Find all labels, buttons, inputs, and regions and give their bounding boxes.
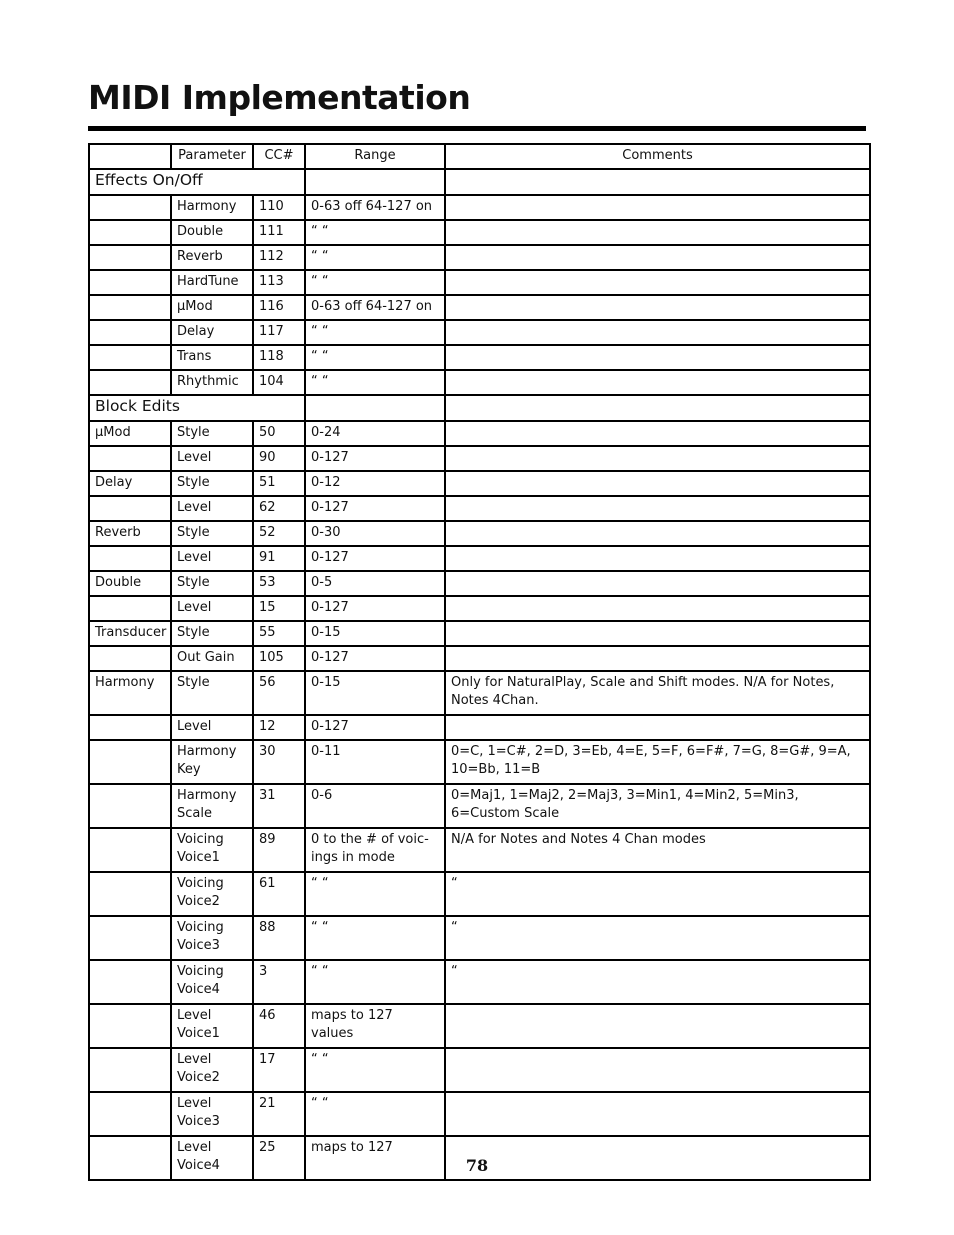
parameter-cell: Harmony [171, 195, 253, 220]
table-row [89, 521, 870, 546]
table-row [89, 571, 870, 596]
range-cell: 0 to the # of voic-ings in mode [305, 828, 445, 872]
header-block [89, 144, 171, 169]
range-cell: 0-127 [305, 496, 445, 521]
cc-cell: 90 [253, 446, 305, 471]
parameter-cell: Style [171, 671, 253, 715]
parameter-cell: Level [171, 546, 253, 571]
parameter-cell: µMod [171, 295, 253, 320]
block-cell: µMod [89, 421, 171, 446]
range-cell: 0-127 [305, 715, 445, 740]
comments-cell [445, 220, 870, 245]
parameter-cell: Level Voice2 [171, 1048, 253, 1092]
block-cell [89, 960, 171, 1004]
parameter-cell: Out Gain [171, 646, 253, 671]
block-cell [89, 245, 171, 270]
range-cell: 0-6 [305, 784, 445, 828]
cc-cell: 15 [253, 596, 305, 621]
parameter-cell: Voicing Voice4 [171, 960, 253, 1004]
block-cell [89, 496, 171, 521]
table-row [89, 1092, 870, 1136]
header-range: Range [305, 144, 445, 169]
table-row [89, 546, 870, 571]
comments-cell [445, 496, 870, 521]
cc-cell: 61 [253, 872, 305, 916]
table-row [89, 916, 870, 960]
parameter-cell: Voicing Voice1 [171, 828, 253, 872]
cc-cell: 111 [253, 220, 305, 245]
cc-cell: 50 [253, 421, 305, 446]
table-row [89, 471, 870, 496]
cc-cell: 116 [253, 295, 305, 320]
cc-cell: 31 [253, 784, 305, 828]
comments-cell [445, 471, 870, 496]
block-cell [89, 370, 171, 395]
table-row [89, 421, 870, 446]
page-title: MIDI Implementation [88, 78, 471, 117]
range-cell: 0-63 off 64-127 on [305, 295, 445, 320]
cc-cell: 112 [253, 245, 305, 270]
table-row [89, 596, 870, 621]
parameter-cell: Style [171, 471, 253, 496]
comments-cell: Only for NaturalPlay, Scale and Shift modes. N/A for Notes, Notes 4Chan. [445, 671, 870, 715]
cc-cell: 3 [253, 960, 305, 1004]
parameter-cell: Voicing Voice2 [171, 872, 253, 916]
range-cell: 0-30 [305, 521, 445, 546]
block-cell [89, 295, 171, 320]
block-cell [89, 320, 171, 345]
cc-cell: 88 [253, 916, 305, 960]
table-row [89, 370, 870, 395]
block-cell: Delay [89, 471, 171, 496]
comments-cell [445, 621, 870, 646]
table-row [89, 872, 870, 916]
table-row [89, 446, 870, 471]
table-row [89, 220, 870, 245]
cc-cell: 113 [253, 270, 305, 295]
cc-cell: 110 [253, 195, 305, 220]
table-row [89, 671, 870, 715]
range-cell: “ “ [305, 220, 445, 245]
comments-cell: N/A for Notes and Notes 4 Chan modes [445, 828, 870, 872]
header-cc: CC# [253, 144, 305, 169]
comments-cell [445, 270, 870, 295]
comments-cell [445, 370, 870, 395]
table-body [89, 169, 870, 1180]
block-cell [89, 446, 171, 471]
block-cell: Reverb [89, 521, 171, 546]
comments-cell [445, 546, 870, 571]
range-cell: 0-15 [305, 671, 445, 715]
range-cell: 0-12 [305, 471, 445, 496]
comments-cell [445, 1092, 870, 1136]
parameter-cell: Trans [171, 345, 253, 370]
parameter-cell: Level [171, 496, 253, 521]
parameter-cell: Style [171, 571, 253, 596]
block-cell [89, 546, 171, 571]
block-cell [89, 1048, 171, 1092]
block-cell: Double [89, 571, 171, 596]
section-comments-cell [445, 169, 870, 195]
parameter-cell: Level Voice3 [171, 1092, 253, 1136]
table-row [89, 646, 870, 671]
block-cell [89, 646, 171, 671]
comments-cell: “ [445, 916, 870, 960]
table-row [89, 270, 870, 295]
parameter-cell: Delay [171, 320, 253, 345]
comments-cell [445, 521, 870, 546]
cc-cell: 12 [253, 715, 305, 740]
range-cell: “ “ [305, 320, 445, 345]
section-range-cell [305, 169, 445, 195]
range-cell: “ “ [305, 245, 445, 270]
range-cell: “ “ [305, 1048, 445, 1092]
block-cell [89, 270, 171, 295]
table-row [89, 345, 870, 370]
block-cell [89, 1004, 171, 1048]
page-number: 78 [465, 1156, 489, 1175]
parameter-cell: Style [171, 521, 253, 546]
parameter-cell: Style [171, 621, 253, 646]
section-comments-cell [445, 395, 870, 421]
cc-cell: 62 [253, 496, 305, 521]
cc-cell: 51 [253, 471, 305, 496]
table-row [89, 1048, 870, 1092]
comments-cell [445, 1048, 870, 1092]
cc-cell: 105 [253, 646, 305, 671]
range-cell: 0-5 [305, 571, 445, 596]
header-parameter: Parameter [171, 144, 253, 169]
cc-cell: 118 [253, 345, 305, 370]
range-cell: “ “ [305, 872, 445, 916]
midi-implementation-table [88, 143, 871, 1181]
block-cell [89, 916, 171, 960]
block-cell [89, 345, 171, 370]
cc-cell: 53 [253, 571, 305, 596]
table-row [89, 715, 870, 740]
range-cell: 0-11 [305, 740, 445, 784]
cc-cell: 17 [253, 1048, 305, 1092]
parameter-cell: HardTune [171, 270, 253, 295]
range-cell: “ “ [305, 916, 445, 960]
range-cell: 0-127 [305, 546, 445, 571]
comments-cell [445, 245, 870, 270]
comments-cell: “ [445, 872, 870, 916]
parameter-cell: Harmony Scale [171, 784, 253, 828]
comments-cell [445, 646, 870, 671]
table-row [89, 828, 870, 872]
cc-cell: 91 [253, 546, 305, 571]
block-cell [89, 596, 171, 621]
block-cell [89, 784, 171, 828]
block-cell [89, 1092, 171, 1136]
range-cell: 0-15 [305, 621, 445, 646]
range-cell: 0-24 [305, 421, 445, 446]
section-row [89, 169, 870, 195]
table-row [89, 496, 870, 521]
cc-cell: 55 [253, 621, 305, 646]
parameter-cell: Rhythmic [171, 370, 253, 395]
block-cell [89, 220, 171, 245]
comments-cell [445, 195, 870, 220]
comments-cell [445, 715, 870, 740]
range-cell: “ “ [305, 370, 445, 395]
parameter-cell: Reverb [171, 245, 253, 270]
block-cell [89, 195, 171, 220]
comments-cell [445, 345, 870, 370]
block-cell [89, 740, 171, 784]
parameter-cell: Double [171, 220, 253, 245]
cc-cell: 117 [253, 320, 305, 345]
parameter-cell: Level [171, 715, 253, 740]
range-cell: “ “ [305, 960, 445, 1004]
parameter-cell: Level Voice4 [171, 1136, 253, 1180]
comments-cell: 0=C, 1=C#, 2=D, 3=Eb, 4=E, 5=F, 6=F#, 7=G, 8=G#, 9=A, 10=Bb, 11=B [445, 740, 870, 784]
comments-cell [445, 446, 870, 471]
comments-cell [445, 1004, 870, 1048]
range-cell: “ “ [305, 345, 445, 370]
table-row [89, 740, 870, 784]
section-range-cell [305, 395, 445, 421]
table-row [89, 784, 870, 828]
table-row [89, 621, 870, 646]
block-cell: Transducer [89, 621, 171, 646]
parameter-cell: Level [171, 596, 253, 621]
cc-cell: 52 [253, 521, 305, 546]
cc-cell: 56 [253, 671, 305, 715]
block-cell [89, 872, 171, 916]
block-cell [89, 828, 171, 872]
title-rule [88, 126, 866, 131]
table-row [89, 295, 870, 320]
parameter-cell: Level [171, 446, 253, 471]
table-row [89, 960, 870, 1004]
section-row [89, 395, 870, 421]
range-cell: “ “ [305, 270, 445, 295]
comments-cell [445, 295, 870, 320]
cc-cell: 30 [253, 740, 305, 784]
range-cell: 0-127 [305, 446, 445, 471]
table-header-row [89, 144, 870, 169]
comments-cell [445, 596, 870, 621]
comments-cell [445, 571, 870, 596]
section-label: Effects On/Off [89, 169, 305, 195]
block-cell: Harmony [89, 671, 171, 715]
range-cell: 0-127 [305, 646, 445, 671]
range-cell: 0-127 [305, 596, 445, 621]
range-cell: 0-63 off 64-127 on [305, 195, 445, 220]
parameter-cell: Level Voice1 [171, 1004, 253, 1048]
range-cell: “ “ [305, 1092, 445, 1136]
range-cell: maps to 127 [305, 1136, 445, 1180]
comments-cell: 0=Maj1, 1=Maj2, 2=Maj3, 3=Min1, 4=Min2, 5=Min3, 6=Custom Scale [445, 784, 870, 828]
parameter-cell: Harmony Key [171, 740, 253, 784]
header-comments: Comments [445, 144, 870, 169]
comments-cell [445, 421, 870, 446]
comments-cell [445, 320, 870, 345]
table-row [89, 320, 870, 345]
cc-cell: 104 [253, 370, 305, 395]
range-cell: maps to 127 values [305, 1004, 445, 1048]
parameter-cell: Style [171, 421, 253, 446]
comments-cell: “ [445, 960, 870, 1004]
table-row [89, 1004, 870, 1048]
parameter-cell: Voicing Voice3 [171, 916, 253, 960]
cc-cell: 46 [253, 1004, 305, 1048]
section-label: Block Edits [89, 395, 305, 421]
table-row [89, 195, 870, 220]
block-cell [89, 715, 171, 740]
cc-cell: 25 [253, 1136, 305, 1180]
table-row [89, 245, 870, 270]
cc-cell: 21 [253, 1092, 305, 1136]
cc-cell: 89 [253, 828, 305, 872]
